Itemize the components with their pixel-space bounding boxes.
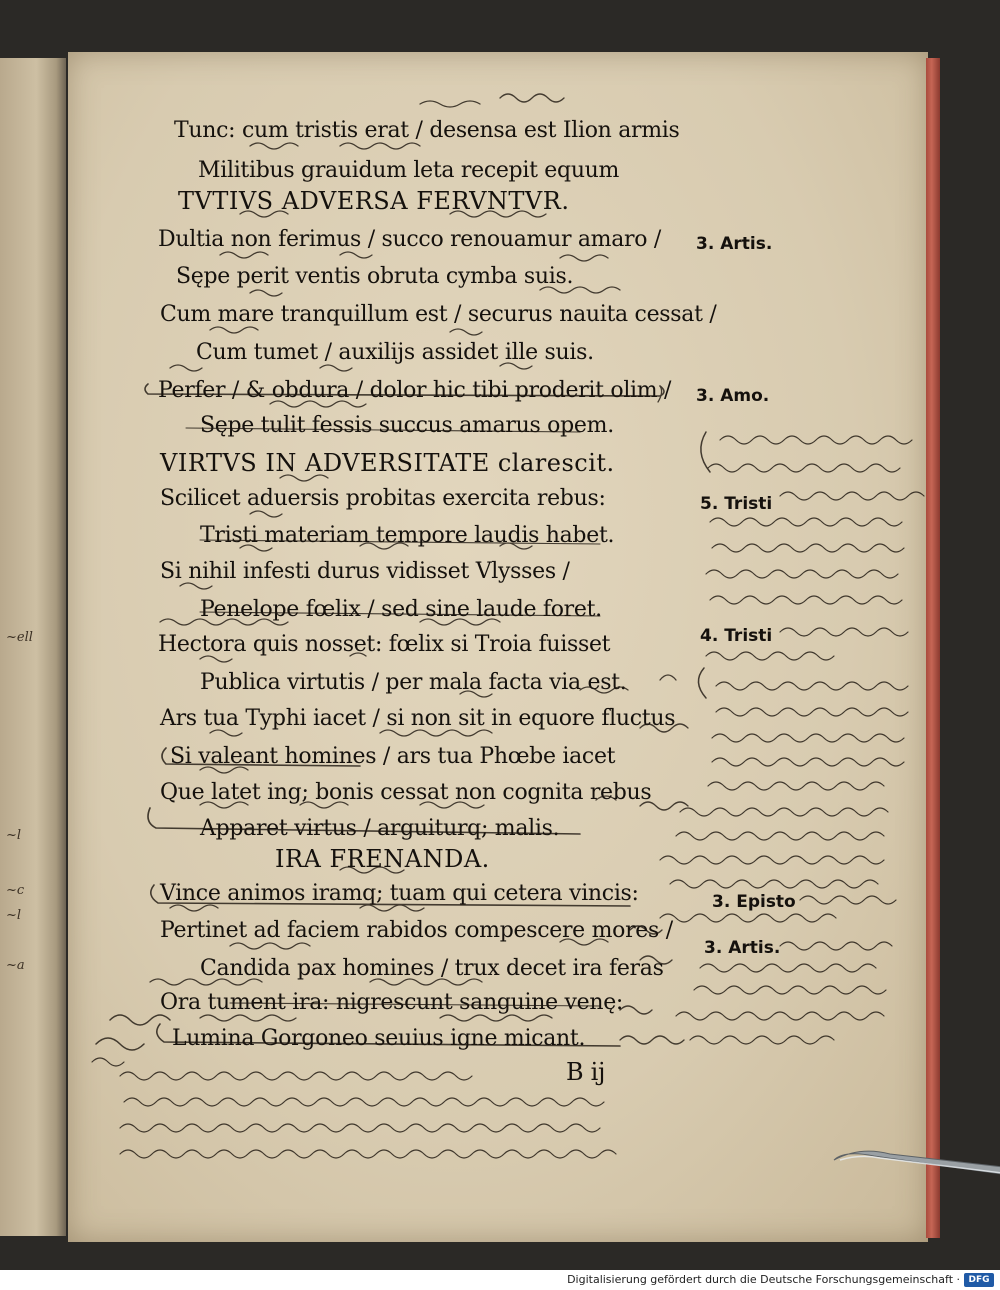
text-line: Apparet virtus / arguiturq; malis. — [200, 816, 560, 841]
text-line: Perfer / & obdura / dolor hic tibi proderit olim / — [158, 378, 672, 403]
margin-reference: 3. Amo. — [696, 386, 770, 406]
text-line: Hectora quis nosset: fœlix si Troia fuisset — [158, 632, 611, 657]
text-line: Militibus grauidum leta recepit equum — [198, 158, 620, 183]
section-heading: TVTIVS ADVERSA FERVNTVR. — [178, 187, 570, 215]
text-line: Candida pax homines / trux decet ira feras — [200, 956, 664, 981]
bookmark-pointer — [830, 1148, 1000, 1178]
text-line: Sępe tulit fessis succus amarus opem. — [200, 413, 614, 438]
text-line: Si valeant homines / ars tua Phœbe iacet — [170, 744, 616, 769]
text-line: Scilicet aduersis probitas exercita rebus: — [160, 486, 606, 511]
margin-reference: 3. Episto — [712, 892, 796, 912]
text-line: Ars tua Typhi iacet / si non sit in equore fluctus — [160, 706, 676, 731]
margin-reference: 5. Tristi — [700, 494, 773, 514]
footer-bar — [0, 1270, 1000, 1290]
margin-reference: 4. Tristi — [700, 626, 773, 646]
text-line: Si nihil infesti durus vidisset Vlysses / — [160, 559, 570, 584]
margin-reference: 3. Artis. — [696, 234, 773, 254]
text-line: Lumina Gorgoneo seuius igne micant. — [172, 1026, 586, 1051]
dfg-logo: DFG — [964, 1273, 994, 1287]
text-line: Tristi materiam tempore laudis habet. — [200, 523, 615, 548]
text-line: Pertinet ad faciem rabidos compescere mores / — [160, 918, 673, 943]
page-edge-red — [926, 58, 940, 1238]
text-line: Tunc: cum tristis erat / desensa est Ilion armis — [174, 118, 680, 143]
text-line: Cum tumet / auxilijs assidet ille suis. — [196, 340, 594, 365]
text-line: Ora tument ira: nigrescunt sanguine venę: — [160, 990, 624, 1015]
left-page-edge: ~ell ~l ~c ~l ~a — [0, 58, 66, 1236]
text-line: Sępe perit ventis obruta cymba suis. — [176, 264, 574, 289]
text-line: Dultia non ferimus / succo renouamur amaro / — [158, 227, 662, 252]
section-heading: IRA FRENANDA. — [275, 845, 490, 873]
signature-mark: B ij — [566, 1058, 606, 1086]
footer-credit: Digitalisierung gefördert durch die Deutsche Forschungsgemeinschaft · — [567, 1273, 960, 1286]
text-line: Penelope fœlix / sed sine laude foret. — [200, 597, 602, 622]
section-heading: VIRTVS IN ADVERSITATE clarescit. — [160, 449, 615, 477]
text-line: Vince animos iramq; tuam qui cetera vincis: — [160, 881, 639, 906]
text-line: Publica virtutis / per mala facta via est. — [200, 670, 627, 695]
text-line: Cum mare tranquillum est / securus nauita cessat / — [160, 302, 717, 327]
text-line: Que latet ing; bonis cessat non cognita rebus — [160, 780, 652, 805]
margin-reference: 3. Artis. — [704, 938, 781, 958]
